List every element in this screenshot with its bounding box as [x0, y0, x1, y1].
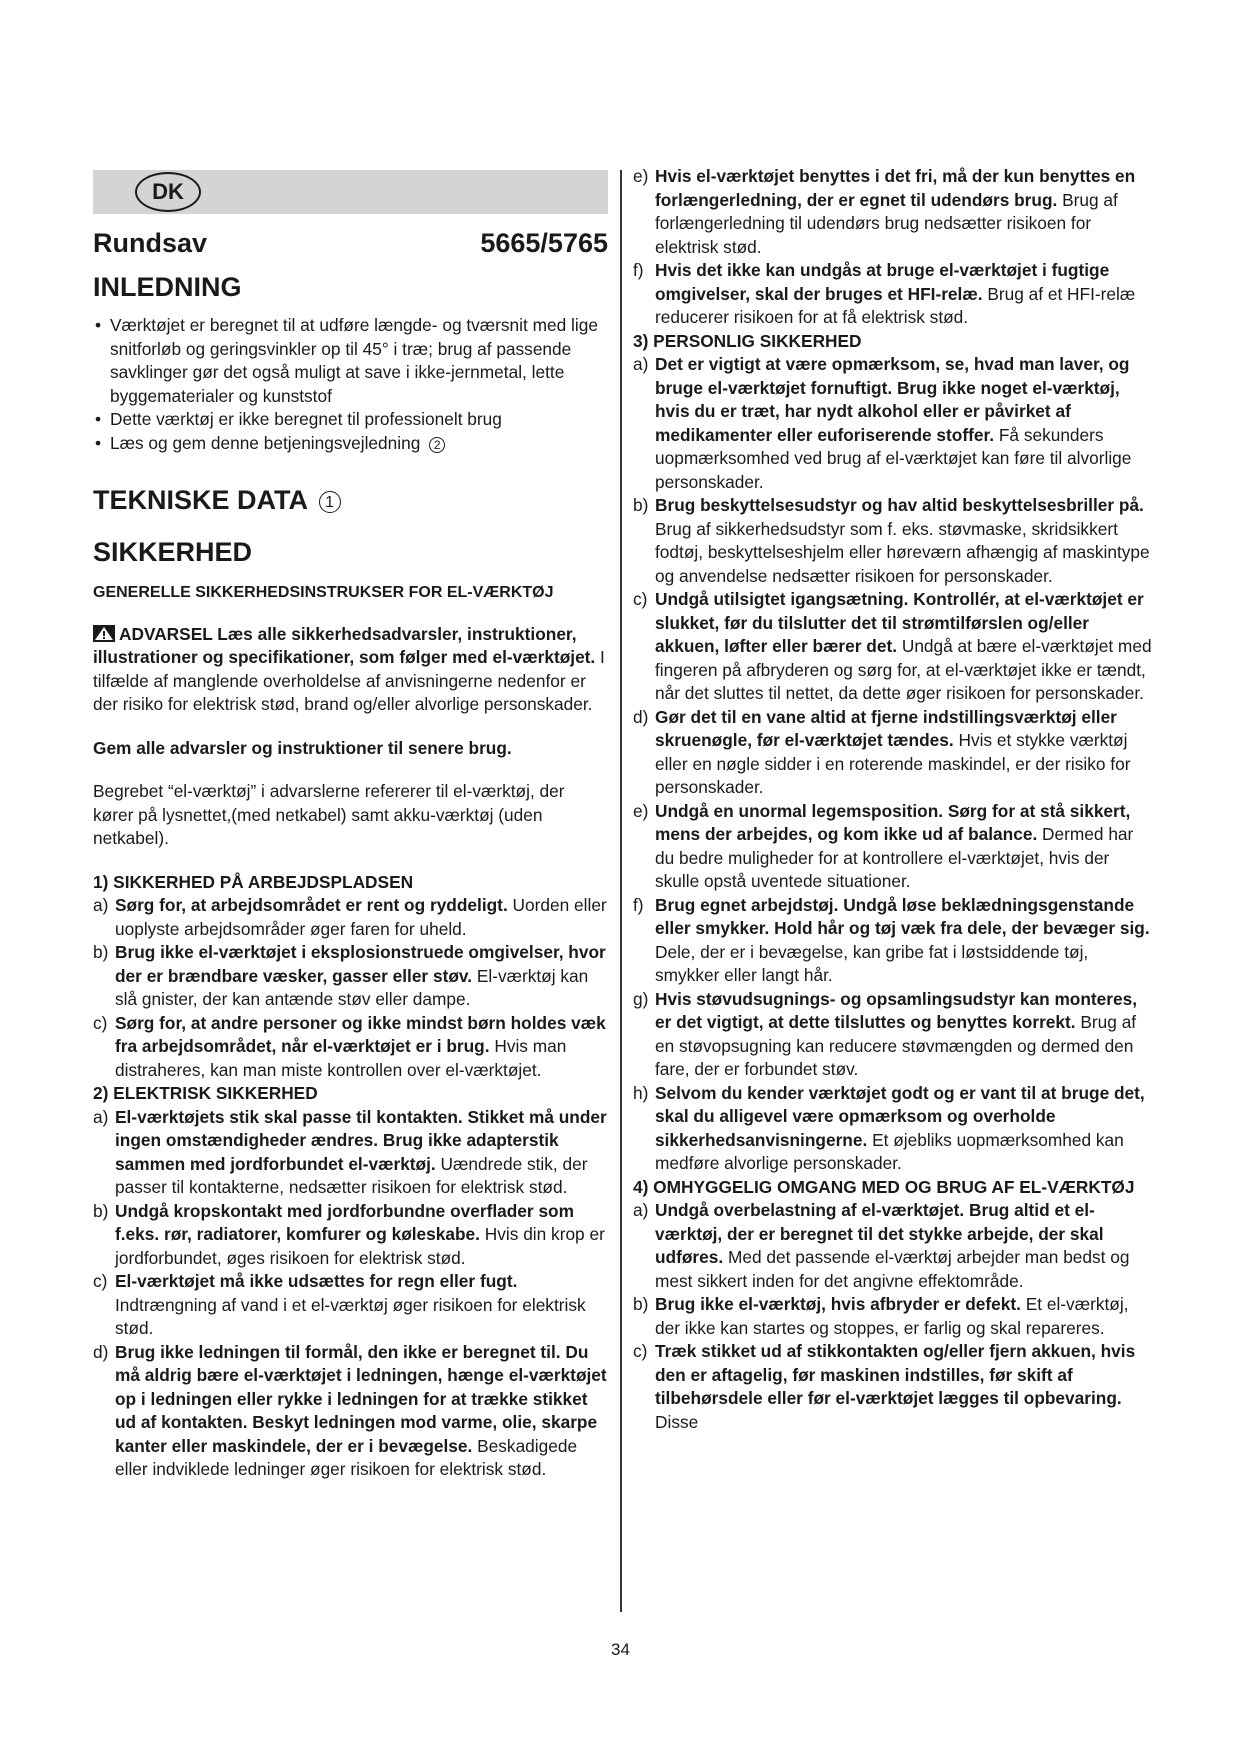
list-item: a) El-værktøjets stik skal passe til kontakten. Stikket må under ingen omstændigheder ændres. Brug ikke adapterstik sammen med jordforbundet el-værktøj. Uændrede stik, der passer til kontakterne, nedsætter risikoen for elektrisk stød. — [93, 1106, 607, 1197]
list-item: c) Sørg for, at andre personer og ikke mindst børn holdes væk fra arbejdsområdet, når el-værktøjet er i brug. Hvis man distraheres, kan man miste kontrollen over el-værktøjet. — [93, 1012, 606, 1080]
warning-icon — [93, 625, 115, 642]
list-item: c) Undgå utilsigtet igangsætning. Kontrollér, at el-værktøjet er slukket, før du tilslutter det til strømtilførslen og/eller akkuen, løfter eller bærer det. Undgå at bære el-værktøjet med fingeren på afbryderen og sørg for, at el-værktøjet ikke er tændt, når det sluttes til nettet, da dette øger risikoen for personskader. — [633, 589, 1152, 703]
list-item: e) Undgå en unormal legemsposition. Sørg for at stå sikkert, mens der arbejdes, og kom ikke ud af balance. Dermed har du bedre muligheder for at kontrollere el-værktøjet, hvis der skulle opstå uventede situationer. — [633, 800, 1134, 891]
list-item: b) Undgå kropskontakt med jordforbundne overflader som f.eks. rør, radiatorer, komfurer og køleskabe. Hvis din krop er jordforbundet, øges risikoen for elektrisk stød. — [93, 1200, 605, 1268]
list-item: c) Træk stikket ud af stikkontakten og/eller fjern akkuen, hvis den er aftagelig, før maskinen indstilles, før skift af tilbehørsdele eller før el-værktøjet lægges til opbevaring. Disse — [633, 1341, 1136, 1432]
figure-ref-2: 2 — [429, 437, 445, 453]
concept-paragraph: Begrebet “el-værktøj” i advarslerne refererer til el-værktøj, der kører på lysnettet,(med netkabel) samt akku-værktøj (uden netkabel). — [93, 781, 565, 848]
list-item: b) Brug ikke el-værktøjet i eksplosionstruede omgivelser, hvor der er brændbare væsker, gasser eller støv. El-værktøj kan slå gnister, der kan antænde støv eller dampe. — [93, 942, 606, 1009]
section-heading-2: 2) ELEKTRISK SIKKERHED — [93, 1083, 318, 1103]
list-item: d) Gør det til en vane altid at fjerne indstillingsværktøj eller skruenøgle, før el-værktøjet tændes. Hvis et stykke værktøj eller en nøgle sidder i en roterende maskindel, er der risiko for personskader. — [633, 706, 1131, 797]
list-item: d) Brug ikke ledningen til formål, den ikke er beregnet til. Du må aldrig bære el-værktøjet i ledningen, hænge el-værktøjet op i ledningen eller rykke i ledningen for at trække stikket ud af kontakten. Beskyt ledningen mod varme, olie, skarpe kanter eller maskindele, der er i bevægelse. Beskadigede eller indviklede ledninger øger risikoen for elektrisk stød. — [93, 1341, 607, 1479]
list-item: c) El-værktøjet må ikke udsættes for regn eller fugt. Indtrængning af vand i et el-værktøj øger risikoen for elektrisk stød. — [93, 1271, 586, 1338]
list-item: f) Brug egnet arbejdstøj. Undgå løse beklædningsgenstande eller smykker. Hold hår og tøj væk fra dele, der bevæger sig. Dele, der er i bevægelse, kan gribe fat i løstsiddende tøj, smykker eller langt hår. — [633, 894, 1150, 985]
column-divider — [620, 170, 622, 1612]
list-item: a) Undgå overbelastning af el-værktøjet. Brug altid et el-værktøj, der er beregnet til det stykke arbejde, der skal udføres. Med det passende el-værktøj arbejder man bedst og mest sikkert inden for det angivne effektområde. — [633, 1200, 1130, 1291]
intro-list — [93, 314, 608, 455]
list-item: • Dette værktøj er ikke beregnet til professionelt brug — [93, 408, 608, 432]
model-number: 5665/5765 — [480, 228, 608, 258]
right-column — [633, 165, 1153, 1434]
list-item: e) Hvis el-værktøjet benyttes i det fri, må der kun benyttes en forlængerledning, der er egnet til udendørs brug. Brug af forlængerledning til udendørs brug nedsætter risikoen for elektrisk stød. — [633, 166, 1136, 257]
section-heading-3: 3) PERSONLIG SIKKERHED — [633, 330, 862, 351]
heading-sikkerhed: SIKKERHED — [93, 537, 253, 567]
product-title: Rundsav — [93, 228, 208, 258]
general-safety-heading: GENERELLE SIKKERHEDSINSTRUKSER FOR EL-VÆRKTØJ — [93, 584, 554, 601]
warning-paragraph: ADVARSEL Læs alle sikkerhedsadvarsler, instruktioner, illustrationer og specifikationer, som følger med el-værktøjet. I tilfælde af manglende overholdelse af anvisningerne nedenfor er der risiko for elektrisk stød, brand og/eller alvorlige personskader. — [93, 623, 605, 714]
list-item: • Værktøjet er beregnet til at udføre længde- og tværsnit med lige snitforløb og geringsvinkler op til 45° i træ; brug af passende savklinger gør det også muligt at save i ikke-jernmetal, lette byggematerialer og kunststof — [93, 314, 608, 408]
figure-ref-1: 1 — [319, 491, 341, 513]
list-item: h) Selvom du kender værktøjet godt og er vant til at bruge det, skal du alligevel være opmærksom og overholde sikkerhedsanvisningerne. Et øjebliks uopmærksomhed kan medføre alvorlige personskader. — [633, 1082, 1145, 1173]
title-row — [93, 226, 608, 260]
language-bar — [93, 170, 608, 214]
left-column — [93, 170, 608, 1482]
page-number: 34 — [611, 1640, 630, 1659]
section-heading-4: 4) OMHYGGELIG OMGANG MED OG BRUG AF EL-VÆRKTØJ — [633, 1176, 1135, 1197]
list-item: g) Hvis støvudsugnings- og opsamlingsudstyr kan monteres, er det vigtigt, at dette tilsluttes og benyttes korrekt. Brug af en støvopsugning kan reducere støvmængden og dermed den fare, der er forbundet støv. — [633, 988, 1138, 1079]
list-item: a) Det er vigtigt at være opmærksom, se, hvad man laver, og bruge el-værktøjet fornuftigt. Brug ikke noget el-værktøj, hvis du er træt, har nydt alkohol eller er påvirket af medikamenter eller euforiserende stoffer. Få sekunders uopmærksomhed ved brug af el-værktøjet kan føre til alvorlige personskader. — [633, 354, 1132, 492]
list-item: f) Hvis det ikke kan undgås at bruge el-værktøjet i fugtige omgivelser, skal der bruges et HFI-relæ. Brug af et HFI-relæ reducerer risikoen for at få elektrisk stød. — [633, 260, 1136, 327]
heading-inledning: INLEDNING — [93, 272, 242, 302]
list-item: b) Brug ikke el-værktøj, hvis afbryder er defekt. Et el-værktøj, der ikke kan startes og stoppes, er farlig og skal repareres. — [633, 1294, 1129, 1338]
keep-instructions: Gem alle advarsler og instruktioner til senere brug. — [93, 737, 512, 758]
section-heading-1: 1) SIKKERHED PÅ ARBEJDSPLADSEN — [93, 871, 414, 892]
language-badge: DK — [135, 172, 201, 212]
heading-tekniske-data: TEKNISKE DATA 1 — [93, 483, 608, 517]
list-item: b) Brug beskyttelsesudstyr og hav altid beskyttelsesbriller på. Brug af sikkerhedsudstyr som f. eks. støvmaske, skridsikkert fodtøj, beskyttelseshjelm eller høreværn afhængig af maskintype og anvendelse nedsætter risikoen for personskader. — [633, 495, 1150, 586]
list-item: • Læs og gem denne betjeningsvejledning 2 — [93, 432, 608, 456]
list-item: a) Sørg for, at arbejdsområdet er rent og ryddeligt. Uorden eller uoplyste arbejdsområder øger faren for uheld. — [93, 895, 607, 939]
